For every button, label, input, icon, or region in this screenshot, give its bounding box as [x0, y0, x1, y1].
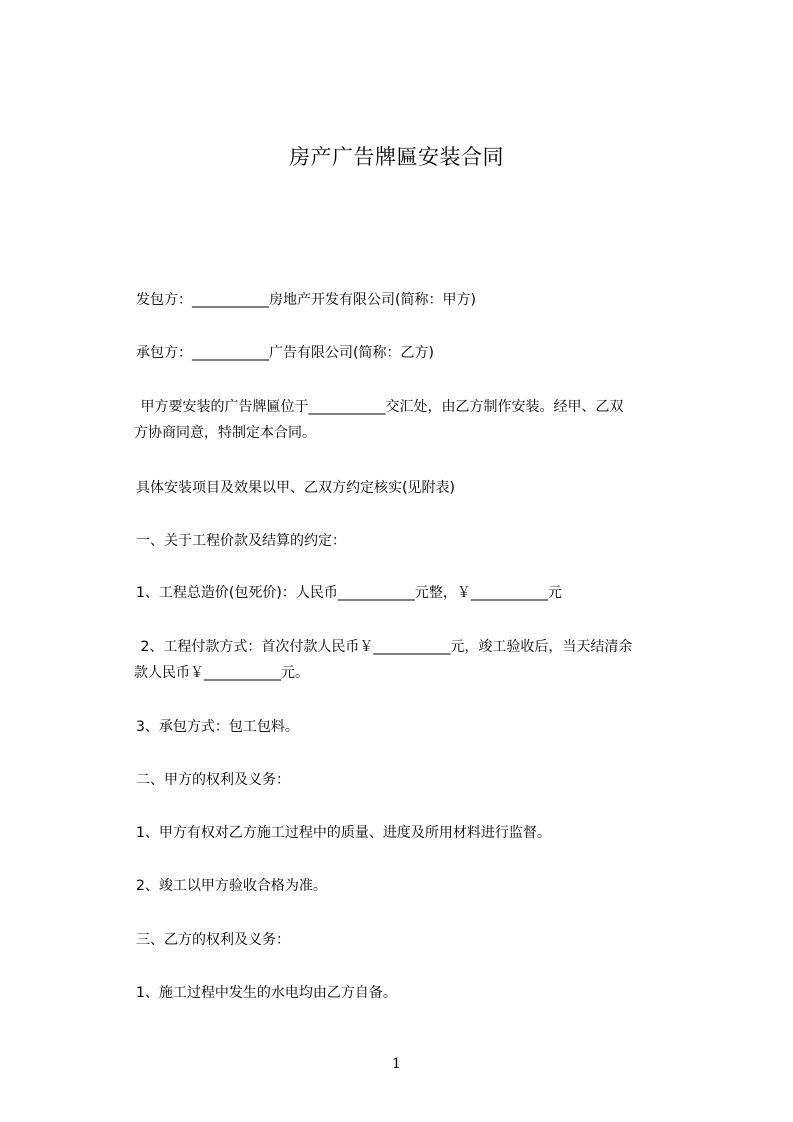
- page-number: 1: [392, 1056, 401, 1072]
- clause-1-2-line-2: 款人民币￥___________元。: [134, 665, 309, 681]
- paragraph-intro-line-2: 方协商同意，特制定本合同。: [134, 425, 316, 441]
- section-heading-1: 一、关于工程价款及结算的约定：: [136, 533, 346, 549]
- paragraph-contractor-b: 承包方：___________广告有限公司(简称：乙方): [136, 345, 434, 361]
- clause-2-1: 1、甲方有权对乙方施工过程中的质量、进度及所用材料进行监督。: [136, 825, 551, 841]
- paragraph-project-scope: 具体安装项目及效果以甲、乙双方约定核实(见附表): [136, 480, 455, 496]
- clause-1-1: 1、工程总造价(包死价)：人民币___________元整，￥___________元: [136, 585, 562, 601]
- section-heading-2: 二、甲方的权利及义务：: [136, 772, 290, 788]
- clause-3-1: 1、施工过程中发生的水电均由乙方自备。: [136, 985, 397, 1001]
- clause-1-3: 3、承包方式：包工包料。: [136, 719, 299, 735]
- document-title: 房产广告牌匾安装合同: [289, 145, 504, 169]
- paragraph-contractor-a: 发包方：___________房地产开发有限公司(简称：甲方): [136, 292, 476, 308]
- clause-1-2-line-1: 2、工程付款方式：首次付款人民币￥___________元，竣工验收后，当天结清余: [136, 639, 633, 655]
- paragraph-intro-line-1: 甲方要安装的广告牌匾位于___________交汇处，由乙方制作安装。经甲、乙双: [136, 399, 624, 415]
- section-heading-3: 三、乙方的权利及义务：: [136, 932, 290, 948]
- clause-2-2: 2、竣工以甲方验收合格为准。: [136, 878, 327, 894]
